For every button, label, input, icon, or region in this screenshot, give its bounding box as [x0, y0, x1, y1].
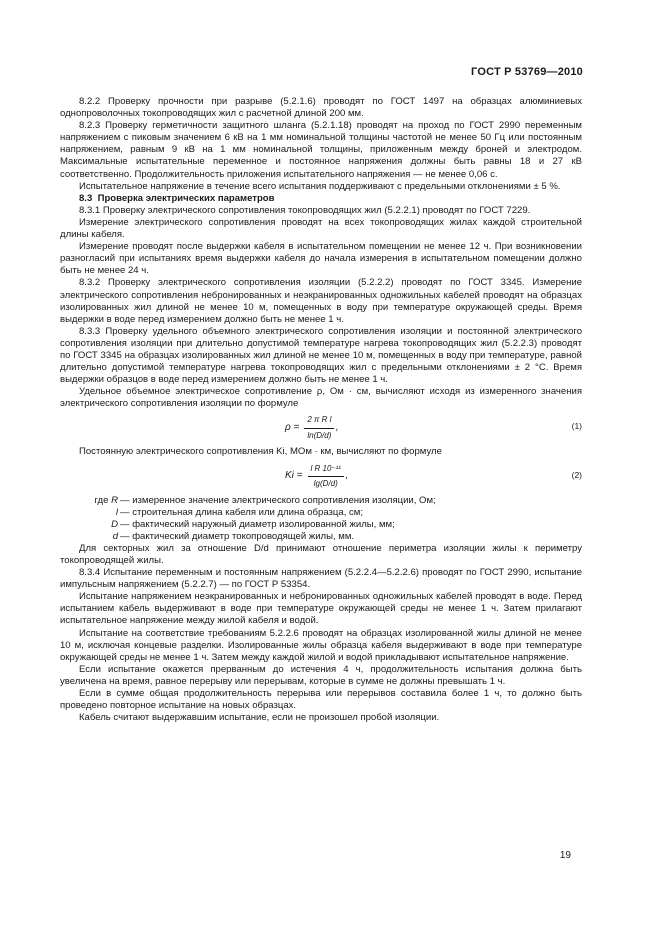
- formula-1-tail: ,: [335, 421, 339, 433]
- definition-symbol: где R: [94, 494, 118, 506]
- paragraph-tolerance: Испытательное напряжение в течение всего испытания поддерживают с предельными отклонениями ± 5 %.: [79, 180, 561, 192]
- formula-2: [60, 461, 582, 491]
- paragraph-8-3-1: 8.3.1 Проверку электрического сопротивления токопроводящих жил (5.2.2.1) проводят по ГОСТ 7229.: [79, 204, 531, 216]
- paragraph-measurement-hold: Измерение проводят после выдержки кабеля в испытательном помещении не менее 12 ч. При возникновении разногласий при испытаниях время выдержки кабеля до начала измерения в испытательном помещении должно быть не менее 24 ч.: [60, 241, 582, 277]
- definition-symbol: l: [115, 506, 118, 518]
- paragraph-repeat-test: Если в сумме общая продолжительность перерыва или перерывов составила более 1 ч, то должно быть проведено повторное испытание на новых образцах.: [60, 688, 582, 712]
- paragraph-pass-criterion: Кабель считают выдержавшим испытание, если не произошел пробой изоляции.: [79, 712, 440, 724]
- paragraph-5-2-2-6-test: Испытание на соответствие требованиям 5.2.2.6 проводят на образцах изолированной жилы длиной не менее 10 м, исключая концевые разделки. Изолированные жилы образца кабеля выдерживают в воде при температуре окружающей среды не менее 1 ч. Затем между каждой жилой и водой прикладывают испытательное напряжение.: [60, 627, 582, 663]
- paragraph-measurement-all-cores: Измерение электрического сопротивления проводят на всех токопроводящих жилах каждой строительной длины кабеля.: [60, 216, 582, 241]
- formula-1-numerator: 2 π R l: [304, 414, 334, 428]
- section-heading-8-3: [60, 193, 582, 205]
- paragraph-8-3-4: 8.3.4 Испытание переменным и постоянным напряжением (5.2.2.4—5.2.2.6) проводят по ГОСТ 2990, испытание импульсным напряжением (5.2.2.7) — по ГОСТ Р 53354.: [60, 567, 582, 591]
- paragraph-8-3-3: 8.3.3 Проверку удельного объемного электрического сопротивления изоляции и постоянной электрического сопротивления изоляции при длительно допустимой температуре нагрева токопроводящих жил (5.2.2.3) проводят по ГОСТ 3345 на образцах изолированных жил длиной не менее 10 м, помещенных в воду при температуре, равной длительно допустимой температуре нагрева токопроводящих жил с предельными отклонениями ± 2 °С. Время выдержки образцов в воде перед измерением должно быть не менее 1 ч.: [60, 325, 582, 386]
- definition-symbol: D: [111, 518, 118, 530]
- paragraph-sector-cores: Для секторных жил за отношение D/d принимают отношение периметра изоляции жилы к периметру токопроводящей жилы.: [60, 542, 582, 566]
- formula-1-number: (1): [571, 421, 582, 432]
- section-title: Проверка электрических параметров: [97, 192, 275, 204]
- formula-2-number: (2): [571, 469, 582, 480]
- formula-2-denominator: lg(D/d): [313, 478, 338, 488]
- paragraph-8-2-2: 8.2.2 Проверку прочности при разрыве (5.2.1.6) проводят по ГОСТ 1497 на образцах алюминиевых однопроволочных токопроводящих жил с расчетной длиной 200 мм.: [60, 96, 582, 120]
- paragraph-8-2-3: 8.2.3 Проверку герметичности защитного шланга (5.2.1.18) проводят на проход по ГОСТ 2990 переменным напряжением с пиковым значением 6 кВ на 1 мм номинальной толщины частотой не менее 50 Гц или постоянным напряжением, равным 9 кВ на 1 мм номинальной толщины, приложенным между броней и электродом. Максимальные испытательные переменное и постоянное напряжения должны быть равны 18 и 27 кВ соответственно. Продолжительность приложения испытательного напряжения — не менее 0,06 с.: [60, 120, 582, 180]
- formula-1-denominator: ln(D/d): [307, 430, 332, 440]
- variable-definitions: [60, 495, 582, 543]
- formula-1-fraction: [304, 414, 334, 441]
- paragraph-8-3-2: 8.3.2 Проверку электрического сопротивления изоляции (5.2.2.2) проводят по ГОСТ 3345. Измерение электрического сопротивления небронированных и неэкранированных одножильных кабелей проводят на образцах изолированных жил длиной не менее 10 м, помещенных в воду при температуре окружающей среды. Время выдержки в воде перед измерением должно быть не менее 1 ч.: [60, 277, 582, 325]
- paragraph-constant-intro: Постоянную электрического сопротивления Ki, МОм · км, вычисляют по формуле: [79, 446, 442, 458]
- formula-2-tail: ,: [344, 470, 348, 482]
- definition-symbol: d: [112, 530, 118, 542]
- formula-1-expression: [285, 414, 338, 441]
- definition-text: — измеренное значение электрического сопротивления изоляции, Ом;: [120, 494, 436, 506]
- paragraph-interruption: Если испытание окажется прерванным до истечения 4 ч, продолжительность испытания должна быть увеличена на время, равное перерыву или перерывам, которые в сумме не должны превышать 1 ч.: [60, 663, 582, 687]
- definition-row: [60, 495, 582, 507]
- paragraph-water-test: Испытание напряжением неэкранированных и небронированных одножильных кабелей проводят в воде. Перед испытанием кабель выдерживают в воде при температуре окружающей среды не менее 1 ч. Затем прилагают испытательное напряжение между жилой кабеля и водой.: [60, 591, 582, 627]
- definition-row: [60, 507, 582, 519]
- page-number: 19: [559, 850, 571, 861]
- definition-text: — строительная длина кабеля или длина образца, см;: [120, 506, 363, 518]
- formula-2-fraction: [308, 463, 344, 490]
- section-number: 8.3: [79, 192, 93, 204]
- formula-2-lhs: Ki =: [285, 470, 303, 482]
- formula-2-numerator: l R 10⁻¹¹: [308, 463, 344, 477]
- definition-row: [60, 531, 582, 543]
- formula-2-expression: [285, 463, 348, 490]
- formula-1: [60, 412, 582, 442]
- document-body: [60, 96, 582, 724]
- formula-1-lhs: ρ =: [285, 421, 300, 433]
- definition-text: — фактический диаметр токопроводящей жилы, мм.: [120, 530, 355, 542]
- document-code-header: ГОСТ Р 53769—2010: [471, 66, 583, 78]
- paragraph-resistivity-intro: Удельное объемное электрическое сопротивление ρ, Ом · см, вычисляют исходя из измеренного значения электрического сопротивления изоляции по формуле: [60, 386, 582, 410]
- definition-text: — фактический наружный диаметр изолированной жилы, мм;: [120, 518, 395, 530]
- definition-row: [60, 519, 582, 531]
